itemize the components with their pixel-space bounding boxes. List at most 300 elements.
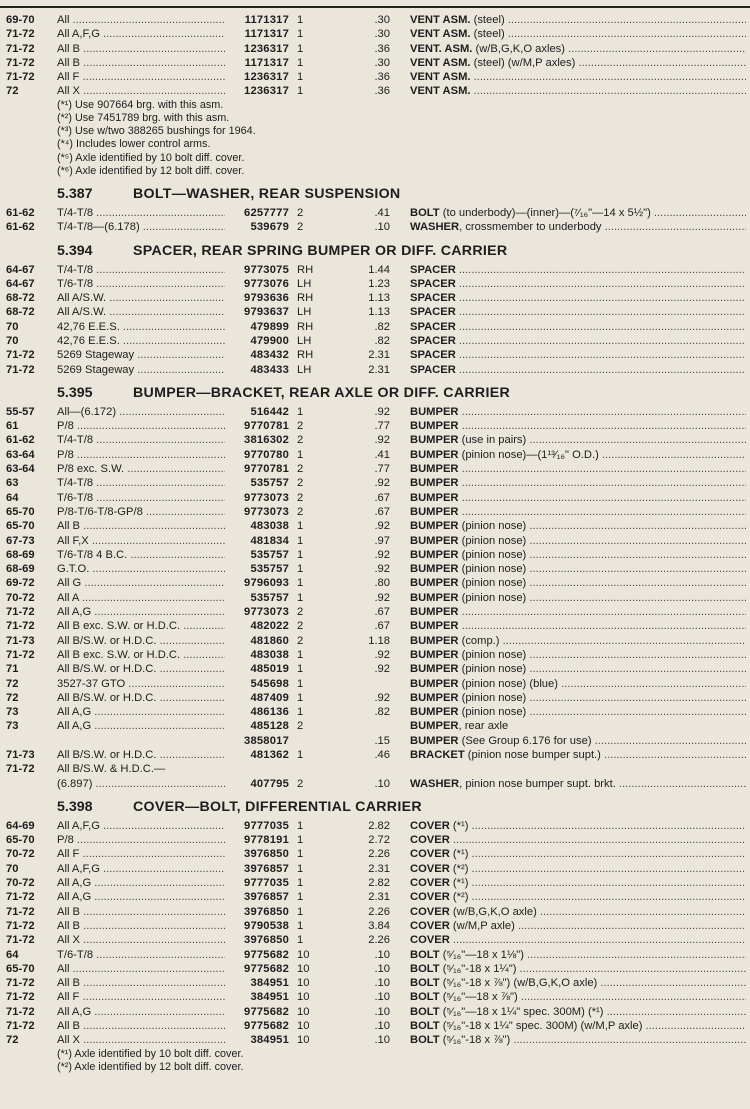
footnote: (*⁶) Axle identified by 12 bolt diff. cover. [57,164,245,177]
row-part-number: 481834 [250,534,289,547]
row-description [410,705,746,719]
row-part-number: 384951 [250,977,289,990]
row-part-number: 479900 [250,334,289,347]
row-description-term: BUMPER [410,563,459,576]
row-price: .92 [374,563,390,576]
row-description-term: COVER [410,934,450,947]
footnote: (*²) Axle identified by 12 bolt diff. cover. [57,1060,244,1073]
row-part-number: 485019 [250,663,289,676]
row-price: 2.26 [368,905,390,918]
row-quantity: 2 [297,634,304,647]
row-quantity: LH [297,277,312,290]
row-application: All B/S.W. or H.D.C. ..... [57,634,225,648]
row-part-number: 9793636 [244,292,289,305]
row-description-term: BUMPER [410,548,459,561]
row-price: 1.13 [368,306,390,319]
row-description [410,519,746,533]
row-description-term: BOLT [410,962,440,975]
row-description [410,320,746,334]
row-quantity: 1 [297,819,304,832]
row-years: 65-70 [6,505,35,518]
row-price: .10 [374,221,390,234]
row-application: All B/S.W. or H.D.C. ..... [57,748,225,762]
row-description-term: VENT ASM. [410,28,471,41]
row-quantity: RH [297,292,314,305]
row-price: .46 [374,749,390,761]
row-years: 70 [6,334,19,347]
row-years: 71-73 [6,749,35,761]
row-application: P/8 exc. S.W. ..... [57,462,225,476]
footnote: (*³) Use w/two 388265 bushings for 1964. [57,125,256,138]
row-description-detail: (steel) [470,14,505,26]
row-application: T/4-T/8 ..... [57,476,225,490]
row-description [410,933,746,947]
row-years: 70-72 [6,877,35,890]
part-row [0,405,750,419]
row-description-detail: (pinion nose) [458,706,527,719]
part-row [0,677,750,691]
row-part-number: 3858017 [244,734,289,747]
row-years: 70-72 [6,591,35,604]
row-years: 61-62 [6,221,35,234]
row-quantity: 1 [297,548,304,561]
row-years: 71-72 [6,934,35,947]
row-description-term: SPACER [410,292,456,305]
row-application: All B exc. S.W. or H.D.C. ..... [57,648,225,662]
section-number: 5.394 [57,242,93,259]
row-description [410,505,746,519]
part-row [0,1019,750,1033]
row-quantity: 1 [297,834,304,847]
row-description-term: BOLT [410,1020,440,1033]
row-part-number: 486136 [250,706,289,719]
row-quantity: 2 [297,505,304,518]
row-description-detail: (*¹) [449,877,469,890]
row-price: .92 [374,405,390,418]
row-price: .36 [374,71,390,84]
row-description [410,777,746,791]
row-part-number: 1171317 [244,14,289,26]
row-price: 2.31 [368,363,390,376]
row-description-detail: (pinion nose) [458,520,527,533]
row-description-term: BUMPER [410,648,459,661]
row-description [410,476,746,490]
row-application: P/8 ..... [57,833,225,847]
row-years: 68-69 [6,563,35,576]
row-description [410,534,746,548]
row-price: 1.18 [368,634,390,647]
row-years: 63-64 [6,448,35,461]
part-row [0,705,750,719]
footnote: (*⁵) Axle identified by 10 bolt diff. cover. [57,151,245,164]
row-application: All B ..... [57,919,225,933]
row-price: .30 [374,14,390,26]
row-application: All B ..... [57,976,225,990]
row-description-term: COVER [410,877,450,890]
row-quantity: 2 [297,463,304,476]
row-description-term: SPACER [410,306,456,319]
part-row [0,905,750,919]
row-quantity: 1 [297,905,304,918]
row-quantity: 1 [297,85,304,98]
part-row [0,1033,750,1047]
row-price: .77 [374,420,390,433]
row-description [410,419,746,433]
row-years: 68-69 [6,548,35,561]
row-description [410,13,746,27]
row-description [410,27,746,41]
row-years: 72 [6,677,19,690]
row-description-term: BUMPER [410,591,459,604]
row-description-term: SPACER [410,349,456,362]
row-part-number: 535757 [250,548,289,561]
row-price: .10 [374,1005,390,1018]
part-row [0,491,750,505]
row-part-number: 9773075 [244,263,289,276]
row-years: 70 [6,862,19,875]
row-application: T/4-T/8 ..... [57,206,225,220]
row-application: All B ..... [57,42,225,56]
row-description [410,84,746,98]
part-row [0,847,750,861]
section-heading [0,182,750,206]
row-price: 2.82 [368,877,390,890]
row-description-term: VENT ASM. [410,14,471,26]
part-row [0,990,750,1004]
row-years: 64-67 [6,277,35,290]
part-row [0,662,750,676]
row-description-term: BOLT [410,1034,440,1047]
row-part-number: 3976857 [244,891,289,904]
row-price: .92 [374,648,390,661]
row-description [410,591,746,605]
row-description-term: BUMPER [410,463,459,476]
row-description-term: BUMPER [410,577,459,590]
section-heading [0,239,750,263]
row-quantity: 2 [297,777,304,790]
row-application: All B ..... [57,56,225,70]
row-description [410,819,746,833]
row-part-number: 9770780 [244,448,289,461]
row-price: .92 [374,548,390,561]
row-part-number: 481362 [250,749,289,761]
row-description-term: COVER [410,848,450,861]
row-application: T/4-T/8 ..... [57,433,225,447]
row-description-term: VENT. ASM. [410,42,473,55]
row-price: .10 [374,777,390,790]
row-part-number: 9793637 [244,306,289,319]
row-application: All B exc. S.W. or H.D.C. ..... [57,619,225,633]
row-description-term: VENT ASM. [410,85,471,98]
row-description [410,876,746,890]
row-part-number: 3976850 [244,848,289,861]
row-description [410,305,746,319]
row-quantity: 2 [297,434,304,447]
row-description-detail: (⁵⁄₁₆"-18 x ⅞") [439,1034,511,1047]
row-description [410,648,746,662]
row-description-term: BUMPER [410,606,459,619]
row-description-detail: , pinion nose bumper supt. brkt. [459,777,616,790]
part-row [0,962,750,976]
row-quantity: 10 [297,948,310,961]
row-price: 2.31 [368,349,390,362]
row-description-term: BUMPER [410,691,459,704]
row-part-number: 9773073 [244,491,289,504]
part-row [0,862,750,876]
row-part-number: 539679 [250,221,289,234]
row-quantity: 1 [297,520,304,533]
row-description [410,220,746,234]
row-price: .82 [374,334,390,347]
part-row [0,305,750,319]
row-description-term: BUMPER [410,477,459,490]
row-quantity: 1 [297,71,304,84]
row-quantity: RH [297,349,314,362]
row-price: 3.84 [368,919,390,932]
section-title: BUMPER—BRACKET, REAR AXLE OR DIFF. CARRIER [133,384,511,401]
row-quantity: 10 [297,1020,310,1033]
row-application: P/8-T/6-T/8-GP/8 ..... [57,505,225,519]
row-application: All A,F,G ..... [57,819,225,833]
row-part-number: 9777035 [244,819,289,832]
row-price: .10 [374,948,390,961]
row-quantity: 1 [297,677,304,690]
row-description [410,348,746,362]
row-price: .36 [374,42,390,55]
part-row [0,433,750,447]
section-heading [0,381,750,405]
row-price: 1.23 [368,277,390,290]
row-description-detail: (⁵⁄₁₆"-18 x ⅞") (w/B,G,K,O axle) [439,977,598,990]
row-description-term: BOLT [410,991,440,1004]
row-description [410,70,746,84]
row-description-term: BUMPER [410,706,459,719]
row-price: 2.26 [368,848,390,861]
row-quantity: 1 [297,877,304,890]
row-part-number: 384951 [250,1034,289,1047]
row-application: All A,F,G ..... [57,862,225,876]
row-description-detail: (w/M,P axle) [449,919,515,932]
row-description-term: BOLT [410,948,440,961]
footnote: (*¹) Axle identified by 10 bolt diff. cover. [57,1047,244,1060]
row-years: 71-72 [6,620,35,633]
row-quantity: 2 [297,606,304,619]
group-spacer [0,1074,750,1078]
row-description-term: BRACKET [410,749,465,761]
row-part-number: 3976857 [244,862,289,875]
row-years: 71-72 [6,891,35,904]
row-part-number: 9778191 [244,834,289,847]
row-application: All B/S.W. or H.D.C. ..... [57,662,225,676]
row-description [410,990,746,1004]
row-description [410,433,746,447]
row-years: 72 [6,691,19,704]
row-part-number: 9773076 [244,277,289,290]
row-application: 5269 Stageway ..... [57,363,225,377]
row-application: All ..... [57,13,225,27]
row-description-term: COVER [410,905,450,918]
row-description-term: BUMPER [410,505,459,518]
footnote: (*⁴) Includes lower control arms. [57,138,211,151]
row-price: .10 [374,1020,390,1033]
row-years: 64-67 [6,263,35,276]
part-row [0,691,750,705]
row-part-number: 483038 [250,520,289,533]
row-part-number: 1236317 [244,85,289,98]
row-quantity: 2 [297,491,304,504]
row-price: .77 [374,463,390,476]
row-price: .92 [374,434,390,447]
row-application: All G ..... [57,576,225,590]
row-application: 5269 Stageway ..... [57,348,225,362]
row-application: All F ..... [57,990,225,1004]
row-application: All X ..... [57,84,225,98]
row-quantity: 2 [297,720,304,733]
row-price: .15 [374,734,390,747]
row-years: 71-72 [6,919,35,932]
row-description [410,677,746,691]
row-part-number: 384951 [250,991,289,1004]
row-description-detail: (w/B,G,K,O axle) [449,905,537,918]
part-row [0,419,750,433]
row-description-detail: (*²) [449,862,469,875]
row-quantity: 10 [297,991,310,1004]
row-years: 64-69 [6,819,35,832]
row-description-detail: (to underbody)—(inner)—(⁷⁄₁₆"—14 x 5½") [439,206,651,219]
part-row [0,448,750,462]
row-application: All A/S.W. ..... [57,305,225,319]
row-description-term: BUMPER [410,405,459,418]
row-part-number: 535757 [250,563,289,576]
row-description-term: BUMPER [410,734,459,747]
row-quantity: 1 [297,28,304,41]
row-description-term: BOLT [410,206,440,219]
row-part-number: 485128 [250,720,289,733]
row-description [410,263,746,277]
row-price: 1.44 [368,263,390,276]
row-description-detail: (steel) [470,28,505,41]
row-description-term: SPACER [410,334,456,347]
row-description-term: BOLT [410,977,440,990]
row-part-number: 407795 [250,777,289,790]
row-years: 63-64 [6,463,35,476]
row-application: T/4-T/8 ..... [57,263,225,277]
row-part-number: 3976850 [244,905,289,918]
row-years: 71-72 [6,648,35,661]
row-description-detail: (⁵⁄₁₆"—18 x 1⅛") [439,948,524,961]
row-description [410,748,746,762]
row-description [410,734,746,748]
row-years: 71-72 [6,56,35,69]
row-description [410,42,746,56]
footnote: (*²) Use 7451789 brg. with this asm. [57,111,230,124]
row-application: All A,G ..... [57,719,225,733]
row-price: .10 [374,991,390,1004]
row-description [410,206,746,220]
part-row [0,876,750,890]
row-description-term: BUMPER [410,534,459,547]
row-price: .92 [374,691,390,704]
part-row [0,948,750,962]
row-quantity: RH [297,263,314,276]
row-part-number: 9773073 [244,505,289,518]
row-years: 69-70 [6,14,35,26]
row-description-detail: (pinion nose) [458,577,527,590]
row-description-detail: (pinion nose) (blue) [458,677,558,690]
row-description-detail: (*²) [449,891,469,904]
row-description-term: BUMPER [410,420,459,433]
row-description-term: BUMPER [410,663,459,676]
row-price: .67 [374,606,390,619]
row-application: All A,G ..... [57,1005,225,1019]
row-description-term: VENT ASM. [410,71,471,84]
row-years: 71-73 [6,634,35,647]
part-row [0,263,750,277]
row-price: .67 [374,505,390,518]
part-row [0,56,750,70]
part-row [0,534,750,548]
row-years: 72 [6,1034,19,1047]
row-years: 61 [6,420,19,433]
part-row [0,84,750,98]
row-years: 72 [6,85,19,98]
part-row [0,748,750,762]
row-description [410,491,746,505]
row-description-detail: (See Group 6.176 for use) [458,734,592,747]
part-row [0,277,750,291]
row-price: .36 [374,85,390,98]
row-years: 55-57 [6,405,35,418]
part-row [0,576,750,590]
row-description [410,1033,746,1047]
row-description-detail: (pinion nose) [458,548,527,561]
row-years: 65-70 [6,962,35,975]
row-description [410,948,746,962]
row-quantity: 1 [297,749,304,761]
part-row [0,591,750,605]
section-title: SPACER, REAR SPRING BUMPER OR DIFF. CARRIER [133,242,508,259]
row-application: All A,G ..... [57,876,225,890]
row-part-number: 9796093 [244,577,289,590]
row-application: P/8 ..... [57,448,225,462]
row-application: All—(6.172) ..... [57,405,225,419]
row-price: .80 [374,577,390,590]
row-application: T/6-T/8 4 B.C. ..... [57,548,225,562]
footnote: (*¹) Use 907664 brg. with this asm. [57,98,224,111]
part-row [0,348,750,362]
row-description [410,919,746,933]
row-price: .30 [374,28,390,41]
row-price: .41 [374,448,390,461]
row-description-term: BUMPER [410,720,459,733]
row-price: 2.72 [368,834,390,847]
row-part-number: 481860 [250,634,289,647]
row-application: All F ..... [57,847,225,861]
row-description-detail: (⁵⁄₁₆"-18 x 1¼") [439,962,517,975]
row-quantity: 2 [297,206,304,219]
row-description-term: VENT ASM. [410,56,471,69]
row-description-detail: (⁵⁄₁₆"—18 x ⅞") [439,991,518,1004]
row-price: .92 [374,477,390,490]
part-row [0,505,750,519]
row-quantity: 1 [297,862,304,875]
row-years: 68-72 [6,292,35,305]
row-quantity: 1 [297,848,304,861]
row-description-term: COVER [410,819,450,832]
row-description-detail: (pinion nose) [458,563,527,576]
row-description [410,619,746,633]
row-price: .92 [374,520,390,533]
